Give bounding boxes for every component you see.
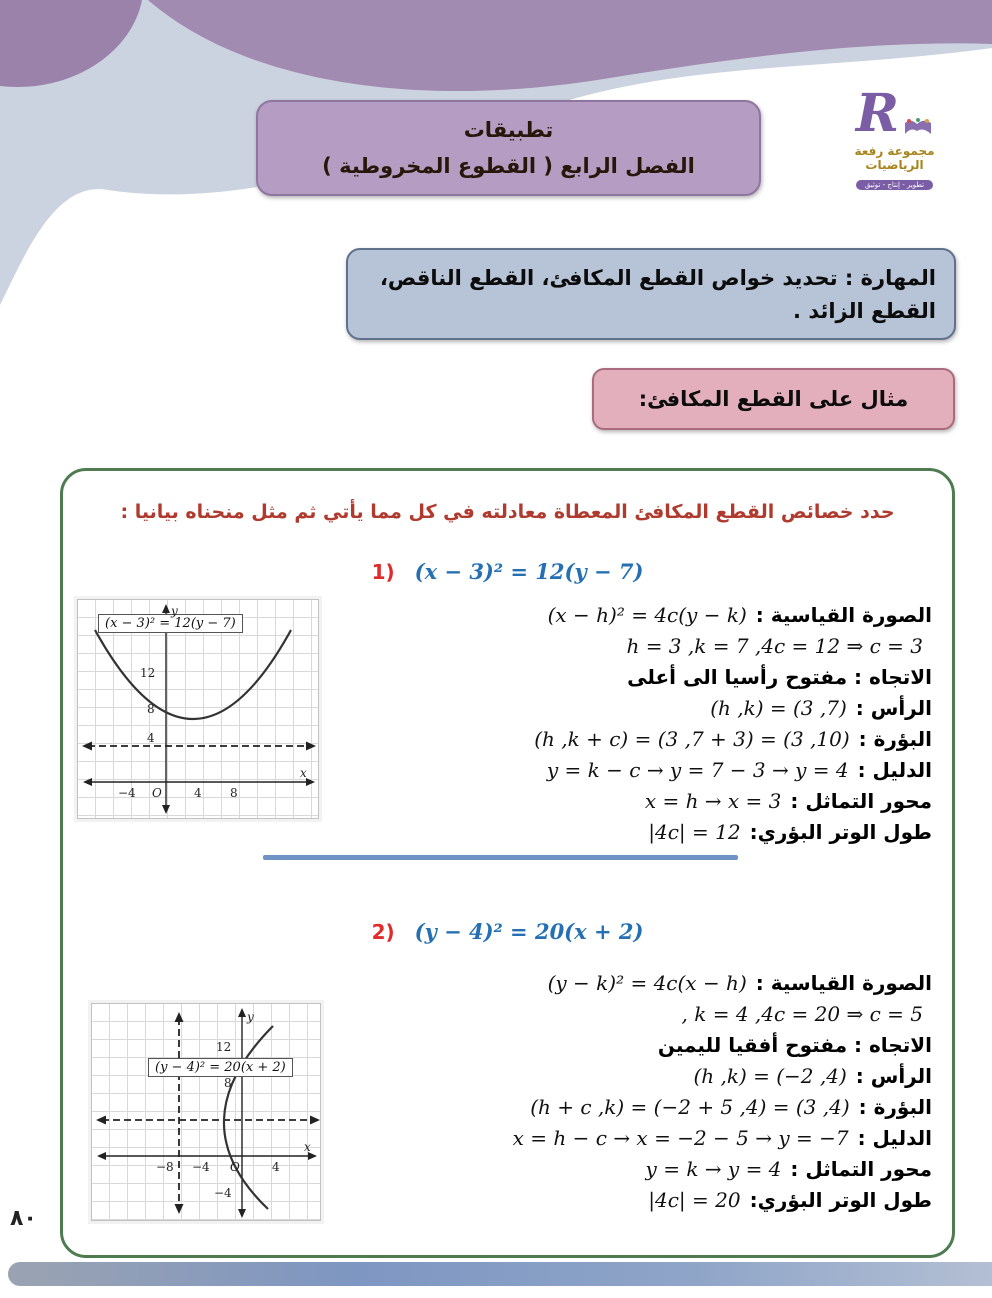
graph-1-tick-minus4: −4 <box>118 786 136 800</box>
solution-line <box>649 1033 932 1058</box>
graph-1-tick-12: 12 <box>140 666 156 680</box>
problem-1-number: 1) <box>371 560 395 584</box>
solution-label: الدليل : <box>857 1126 932 1150</box>
graph-2-tick-minus4x: −4 <box>192 1160 210 1174</box>
logo-tagline: تطوير - إنتاج - توثيق <box>856 180 933 190</box>
parabola-graph-2 <box>91 1003 321 1221</box>
chapter-title-box <box>256 100 761 196</box>
solution-label: الصورة القياسية : <box>755 971 932 995</box>
solution-line <box>710 696 932 721</box>
solution-line <box>648 1188 932 1213</box>
worksheet-body-box <box>60 468 955 1258</box>
solution-line <box>618 665 932 690</box>
solution-label: البؤرة : <box>858 1095 932 1119</box>
solution-math: |4c| = 20 <box>648 1188 741 1212</box>
problem-1-equation-row <box>63 559 952 584</box>
graph-2-tick-4x: 4 <box>272 1160 280 1174</box>
graph-2-tick-8: 8 <box>224 1076 232 1090</box>
problem-2-equation: (y − 4)² = 20(x + 2) <box>414 919 644 944</box>
graph-1-equation-label: (x − 3)² = 12(y − 7) <box>98 614 243 633</box>
solution-math: h = 3 ,k = 7 ,4c = 12 ⇒ c = 3 <box>626 634 923 658</box>
brand-logo <box>827 83 962 191</box>
solution-math: x = h − c → x = −2 − 5 → y = −7 <box>512 1126 849 1150</box>
graph-1-tick-4x: 4 <box>194 786 202 800</box>
solution-math: |4c| = 12 <box>648 820 741 844</box>
title-line-2: الفصل الرابع ( القطوع المخروطية ) <box>322 154 695 178</box>
logo-brand-text: مجموعة رفعة الرياضيات <box>854 144 935 172</box>
solution-math: , k = 4 ,4c = 20 ⇒ c = 5 <box>681 1002 923 1026</box>
solution-label: البؤرة : <box>858 727 932 751</box>
solution-math: x = h → x = 3 <box>644 789 782 813</box>
solution-label: طول الوتر البؤري: <box>749 820 932 844</box>
solution-label: الاتجاه : مفتوح أفقيا لليمين <box>657 1033 932 1057</box>
example-heading-box: مثال على القطع المكافئ: <box>592 368 955 430</box>
graph-2-tick-12: 12 <box>216 1040 232 1054</box>
solution-math: (h ,k) = (−2 ,4) <box>693 1064 847 1088</box>
graph-1-x-axis-label: x <box>300 766 307 780</box>
solution-line <box>682 1002 932 1027</box>
solution-math: (x − h)² = 4c(y − k) <box>547 603 747 627</box>
graph-2-x-axis-label: x <box>304 1140 311 1154</box>
solution-label: الصورة القياسية : <box>755 603 932 627</box>
solution-line <box>547 758 932 783</box>
solution-label: الاتجاه : مفتوح رأسيا الى أعلى <box>627 665 932 689</box>
section-divider <box>263 855 738 860</box>
solution-math: (y − k)² = 4c(x − h) <box>547 971 747 995</box>
graph-2-origin-label: O <box>230 1160 240 1174</box>
graph-1-tick-8: 8 <box>147 702 155 716</box>
solution-line <box>645 789 932 814</box>
instruction-text: حدد خصائص القطع المكافئ المعطاة معادلته في كل مما يأتي ثم مثل منحناه بيانيا : <box>120 501 895 523</box>
graph-2-canvas <box>92 1004 322 1222</box>
graph-2-tick-minus4y: −4 <box>214 1186 232 1200</box>
solution-label: الرأس : <box>855 696 932 720</box>
graph-2-equation-label: (y − 4)² = 20(x + 2) <box>148 1058 293 1077</box>
logo-letter: R <box>855 83 900 144</box>
graph-2-tick-minus8: −8 <box>156 1160 174 1174</box>
solution-line <box>548 603 932 628</box>
graph-1-tick-8x: 8 <box>230 786 238 800</box>
solution-line <box>534 727 932 752</box>
solution-label: الرأس : <box>855 1064 932 1088</box>
problem-2-equation-row <box>63 919 952 944</box>
solution-line <box>646 1157 932 1182</box>
book-icon <box>903 118 933 140</box>
solution-line <box>626 634 932 659</box>
problem-1-solution <box>302 603 932 845</box>
solution-line <box>530 1095 932 1120</box>
graph-1-y-axis-label: y <box>171 604 178 618</box>
solution-math: (h + c ,k) = (−2 + 5 ,4) = (3 ,4) <box>530 1095 850 1119</box>
solution-math: (h ,k + c) = (3 ,7 + 3) = (3 ,10) <box>534 727 850 751</box>
page-number: ٨٠ <box>10 1206 37 1231</box>
skill-statement-box: المهارة : تحديد خواص القطع المكافئ، القطع الناقص، القطع الزائد . <box>346 248 956 340</box>
title-line-1: تطبيقات <box>463 118 554 142</box>
graph-1-tick-4y: 4 <box>147 731 155 745</box>
problem-2-solution <box>302 971 932 1213</box>
problem-2-number: 2) <box>371 920 395 944</box>
solution-math: y = k → y = 4 <box>645 1157 782 1181</box>
solution-line <box>548 971 932 996</box>
solution-label: طول الوتر البؤري: <box>749 1188 932 1212</box>
parabola-graph-1 <box>77 599 319 819</box>
graph-1-origin-label: O <box>152 786 162 800</box>
solution-label: محور التماثل : <box>790 1157 932 1181</box>
bottom-decoration-bar <box>8 1262 992 1286</box>
solution-math: y = k − c → y = 7 − 3 → y = 4 <box>546 758 849 782</box>
problem-1-equation: (x − 3)² = 12(y − 7) <box>414 559 644 584</box>
graph-2-y-axis-label: y <box>247 1010 254 1024</box>
solution-line <box>513 1126 932 1151</box>
solution-label: الدليل : <box>857 758 932 782</box>
solution-math: (h ,k) = (3 ,7) <box>710 696 847 720</box>
solution-label: محور التماثل : <box>790 789 932 813</box>
solution-line <box>648 820 932 845</box>
solution-line <box>693 1064 932 1089</box>
